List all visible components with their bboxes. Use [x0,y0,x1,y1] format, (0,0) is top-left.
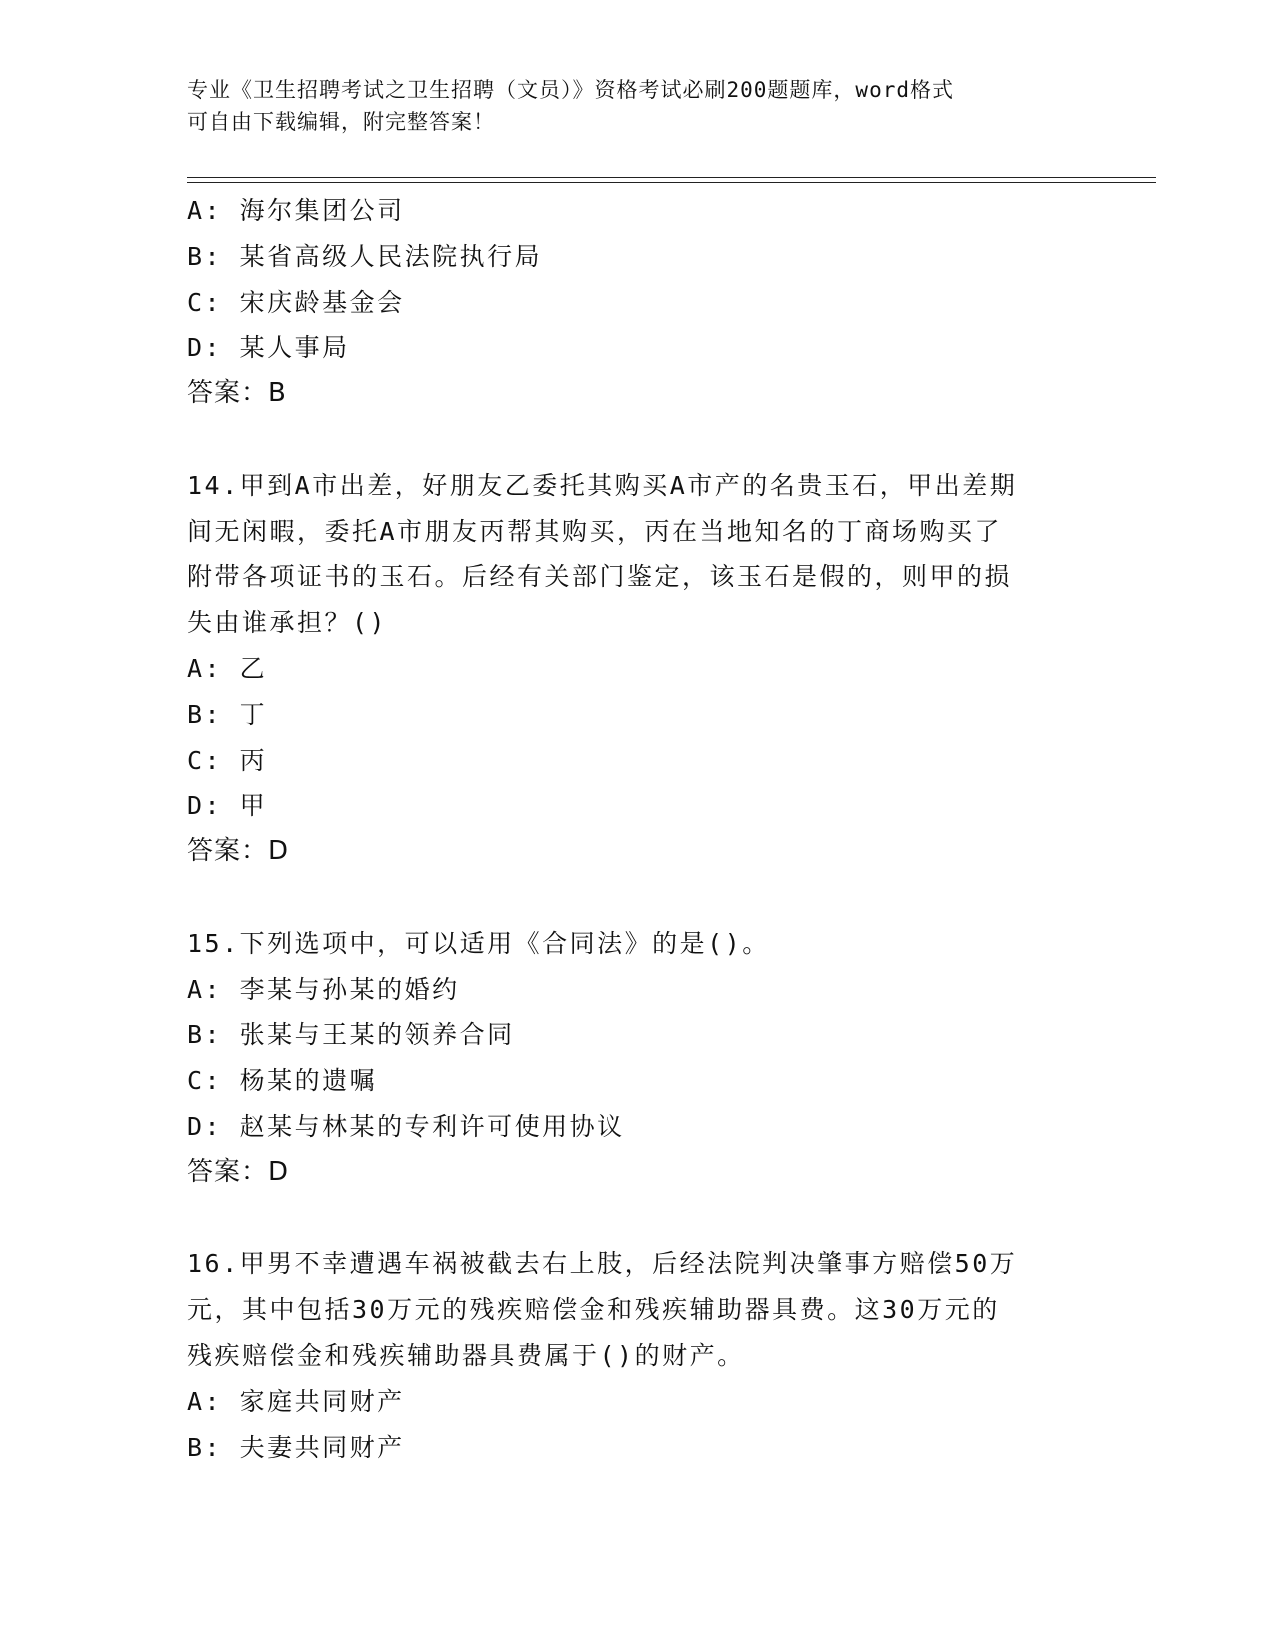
option-a: A: 家庭共同财产 [187,1386,405,1416]
question-stem-line: 15.下列选项中，可以适用《合同法》的是()。 [187,928,770,958]
option-d: D: 赵某与林某的专利许可使用协议 [187,1111,625,1141]
spacer [187,1196,1087,1242]
header-divider-bottom [187,182,1156,183]
question-stem-line: 14.甲到A市出差，好朋友乙委托其购买A市产的名贵玉石，甲出差期 [187,470,1018,500]
question-14 [187,463,1087,875]
header-line-2: 可自由下载编辑，附完整答案！ [187,110,495,134]
spacer [187,417,1087,463]
question-stem-line: 附带各项证书的玉石。后经有关部门鉴定，该玉石是假的，则甲的损 [187,562,1013,592]
option-a: A: 李某与孙某的婚约 [187,974,460,1004]
option-a: A: 海尔集团公司 [187,196,405,225]
option-d: D: 某人事局 [187,333,350,363]
option-c: C: 杨某的遗嘱 [187,1066,378,1096]
option-d: D: 甲 [187,791,268,821]
question-16 [187,1241,1087,1470]
option-b: B: 张某与王某的领养合同 [187,1020,515,1050]
answer: 答案：D [187,836,290,867]
option-c: C: 丙 [187,745,268,775]
option-b: B: 丁 [187,699,268,729]
answer: 答案：D [187,1156,290,1187]
option-b: B: 夫妻共同财产 [187,1432,405,1462]
option-a: A: 乙 [187,653,268,683]
spacer [187,875,1087,921]
question-13 [187,188,1087,417]
option-c: C: 宋庆龄基金会 [187,287,405,317]
question-stem-line: 间无闲暇，委托A市朋友丙帮其购买，丙在当地知名的丁商场购买了 [187,516,1003,546]
question-stem-line: 失由谁承担？() [187,608,388,638]
header-line-1: 专业《卫生招聘考试之卫生招聘（文员）》资格考试必刷200题题库，word格式 [187,78,954,102]
question-stem-line: 16.甲男不幸遭遇车祸被截去右上肢，后经法院判决肇事方赔偿50万 [187,1249,1018,1279]
answer: 答案：B [187,378,287,409]
header-divider-top [187,177,1156,178]
question-list [187,188,1087,1470]
document-header [187,74,1087,138]
question-stem-line: 元，其中包括30万元的残疾赔偿金和残疾辅助器具费。这30万元的 [187,1295,1000,1325]
question-15 [187,921,1087,1196]
question-stem-line: 残疾赔偿金和残疾辅助器具费属于()的财产。 [187,1340,745,1370]
option-b: B: 某省高级人民法院执行局 [187,241,543,271]
